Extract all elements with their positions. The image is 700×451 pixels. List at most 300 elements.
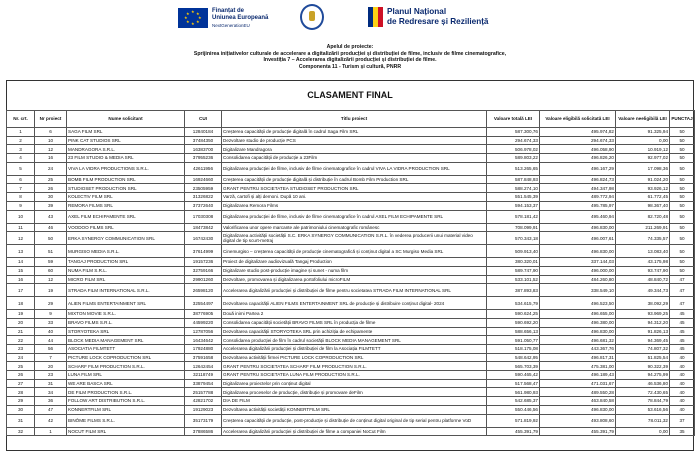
table-cell: 1 xyxy=(35,427,67,436)
eu-flag-icon: ★ ★ ★ ★ ★ ★ ★ ★ xyxy=(178,8,208,28)
table-cell: 50 xyxy=(670,162,695,175)
logo-bar xyxy=(0,4,700,32)
table-cell: 91.826,13 xyxy=(616,327,670,336)
table-cell: 517.568,47 xyxy=(487,379,540,388)
table-cell: 496.007,61 xyxy=(540,232,616,245)
table-row xyxy=(7,397,695,406)
government-emblem-icon xyxy=(300,4,324,30)
table-cell: 496.058,90 xyxy=(540,145,616,154)
table-cell: 495.785,97 xyxy=(540,201,616,210)
table-cell: 496.655,00 xyxy=(540,310,616,319)
table-cell: 16383700 xyxy=(185,145,222,154)
table-row xyxy=(7,427,695,436)
table-cell: 589.747,90 xyxy=(487,266,540,275)
table-cell: 4 xyxy=(7,154,35,163)
table-cell: PINK CAT STUDIOS SRL xyxy=(67,136,185,145)
table-cell: 11 xyxy=(7,223,35,232)
table-cell: 50 xyxy=(670,154,695,163)
table-cell: 32 xyxy=(7,427,35,436)
table-cell: 565.703,39 xyxy=(487,362,540,371)
table-cell: 50 xyxy=(670,175,695,184)
table-cell: 23 FILM STUDIO & MEDIA SRL xyxy=(67,154,185,163)
table-cell: 294.674,33 xyxy=(487,136,540,145)
call-description xyxy=(90,44,610,70)
table-header-row xyxy=(7,111,695,128)
table-cell: 16924660 xyxy=(185,175,222,184)
table-cell: 25157788 xyxy=(185,388,222,397)
table-cell: 10.919,12 xyxy=(616,145,670,154)
table-cell: 94.312,20 xyxy=(616,318,670,327)
table-cell: 0,00 xyxy=(616,427,670,436)
table-cell: 50 xyxy=(670,201,695,210)
table-cell: 708.099,91 xyxy=(487,223,540,232)
table-cell: STRADA FILM INTERNATIONAL S.R.L. xyxy=(67,284,185,297)
table-cell: FOLLOW ART DISTRIBUTION S.R.L. xyxy=(67,397,185,406)
table-cell: GRANT PENTRU SOCIETATEA SCHARF FILM PRODUCTION S.R.L. xyxy=(222,362,487,371)
table-cell: 471.031,67 xyxy=(540,379,616,388)
table-cell: 3 xyxy=(7,145,35,154)
table-cell: 26 xyxy=(7,371,35,380)
table-cell: 50 xyxy=(670,266,695,275)
table-cell: 35 xyxy=(670,427,695,436)
table-cell: 496.380,00 xyxy=(540,318,616,327)
table-cell: DE FILM PRODUCTION S.R.L. xyxy=(67,388,185,397)
table-cell: 591.050,77 xyxy=(487,336,540,345)
table-cell: 40 xyxy=(670,371,695,380)
table-row xyxy=(7,145,695,154)
table-cell: 23 xyxy=(7,345,35,354)
table-cell: 496.824,73 xyxy=(540,175,616,184)
table-cell: 30 xyxy=(7,405,35,414)
table-cell: 26598120 xyxy=(185,284,222,297)
column-header: Nume solicitant xyxy=(67,111,185,128)
table-cell: 8 xyxy=(7,193,35,202)
table-cell: 32554497 xyxy=(185,297,222,310)
table-cell: Varză, cartofi și alți demoni. După 10 ani. xyxy=(222,193,487,202)
table-cell: ALIEN FILMS ENTERTAINMENT SRL xyxy=(67,297,185,310)
table-cell: 463.840,58 xyxy=(540,397,616,406)
column-header: Valoare neeligibilă LEI xyxy=(616,111,670,128)
table-cell: 91.325,94 xyxy=(616,128,670,137)
table-cell: 37372640 xyxy=(185,201,222,210)
table-cell: VIVA LA VIDRA PRODUCTIONS S.R.L. xyxy=(67,162,185,175)
table-cell: GRANT PENTRU SOCIETATEA LUNA FILM PRODUCTION S.R.L. xyxy=(222,371,487,380)
table-cell: Consolidarea capacității societății BRAVO FILMS SRL în producția de filme xyxy=(222,318,487,327)
table-cell: 387.893,83 xyxy=(487,284,540,297)
table-cell: Digitalizarea activității societății S.C. ERKA SYNERGY COMMUNICATION S.R.L. în vederea producerii unui material video digital de tip scurt-metraj xyxy=(222,232,487,245)
table-cell: 38.092,29 xyxy=(616,297,670,310)
table-row xyxy=(7,353,695,362)
table-row xyxy=(7,275,695,284)
table-cell: 50 xyxy=(670,245,695,258)
table-cell: 589.803,22 xyxy=(487,154,540,163)
table-cell: 82.720,48 xyxy=(616,210,670,223)
table-cell: 0,00 xyxy=(616,136,670,145)
table-row xyxy=(7,128,695,137)
table-cell: 21 xyxy=(7,327,35,336)
table-cell: 45 xyxy=(670,318,695,327)
column-header: Valoare totală LEI xyxy=(487,111,540,128)
table-cell: MANDRAGORA S.R.L. xyxy=(67,145,185,154)
table-cell: BINÔME FILMS S.R.L. xyxy=(67,414,185,427)
table-cell: 7 xyxy=(35,353,67,362)
table-row xyxy=(7,284,695,297)
table-cell: 40 xyxy=(35,327,67,336)
table-cell: 19 xyxy=(35,284,67,297)
table-cell: 496.817,31 xyxy=(540,353,616,362)
table-cell: Dezvoltare studio de producție PCS xyxy=(222,136,487,145)
table-cell: 590.624,25 xyxy=(487,310,540,319)
table-cell: 19129023 xyxy=(185,405,222,414)
table-cell: 50 xyxy=(670,136,695,145)
table-cell: 60 xyxy=(35,266,67,275)
table-cell: Accelerarea digitalizării producției și distribuției de film la Asociația FILMTETT xyxy=(222,345,487,354)
table-cell: 10 xyxy=(35,136,67,145)
intro-line: Componenta 11 - Turism și cultură, PNRR xyxy=(298,63,402,70)
table-row xyxy=(7,210,695,223)
table-cell: Digitalizarea producției de filme, inclusiv de filme cinematografice în cadrul AXEL FILM ECHIPAMENTE SRL xyxy=(222,210,487,223)
table-cell: 37614999 xyxy=(185,245,222,258)
table-cell: 33879454 xyxy=(185,379,222,388)
table-cell: 23505959 xyxy=(185,184,222,193)
table-row xyxy=(7,414,695,427)
page-title: CLASAMENT FINAL xyxy=(307,90,393,100)
column-header: PUNCTAJ xyxy=(670,111,695,128)
table-cell: 12787056 xyxy=(185,327,222,336)
column-header: CUI xyxy=(185,111,222,128)
table-cell: 29 xyxy=(7,397,35,406)
table-cell: Cinemurgiso – creșterea capacității de producție cinematografică și conținut digital a SC Murgiso Media SRL xyxy=(222,245,487,258)
table-cell: 496.830,00 xyxy=(540,327,616,336)
table-cell: 44 xyxy=(35,336,67,345)
table-cell: 40 xyxy=(670,397,695,406)
table-cell: VOODOO FILMS SRL xyxy=(67,223,185,232)
table-row xyxy=(7,201,695,210)
table-cell: 39 xyxy=(35,201,67,210)
table-cell: 35173179 xyxy=(185,414,222,427)
table-cell: 23 xyxy=(35,371,67,380)
table-cell: Două inimi Partea 2 xyxy=(222,310,487,319)
table-cell: BOMB FILM PRODUCTION SRL xyxy=(67,175,185,184)
table-row xyxy=(7,193,695,202)
table-cell: 20 xyxy=(35,362,67,371)
table-row xyxy=(7,327,695,336)
table-cell: 31 xyxy=(35,379,67,388)
table-cell: ASOCIATIA FILMTETT xyxy=(67,345,185,354)
table-cell: 59 xyxy=(35,258,67,267)
table-cell: 455.391,79 xyxy=(540,427,616,436)
table-row xyxy=(7,388,695,397)
column-header: Valoare eligibilă solicitată LEI xyxy=(540,111,616,128)
table-cell: 551.545,39 xyxy=(487,193,540,202)
table-cell: 42611956 xyxy=(185,162,222,175)
table-cell: 12 xyxy=(35,145,67,154)
table-cell: 90.322,39 xyxy=(616,362,670,371)
table-cell: 45 xyxy=(670,310,695,319)
table-cell: 36 xyxy=(35,397,67,406)
table-cell: Digitalizarea Remora Films xyxy=(222,201,487,210)
table-cell: 496.681,32 xyxy=(540,336,616,345)
table-cell: 19157236 xyxy=(185,258,222,267)
table-cell: MURGISO MEDIA S.R.L. xyxy=(67,245,185,258)
table-cell: 20 xyxy=(7,318,35,327)
table-cell: 495.974,82 xyxy=(540,128,616,137)
table-cell: 587.848,93 xyxy=(487,175,540,184)
table-cell: 37955236 xyxy=(185,154,222,163)
table-row xyxy=(7,258,695,267)
table-cell: 588.656,13 xyxy=(487,327,540,336)
table-cell: 94.275,99 xyxy=(616,371,670,380)
table-row xyxy=(7,232,695,245)
table-cell: Digitalizarea proceselor de producție, distribuție și promovare deFilm xyxy=(222,388,487,397)
table-cell: 74.335,57 xyxy=(616,232,670,245)
table-cell: 45 xyxy=(670,327,695,336)
table-row xyxy=(7,162,695,175)
table-cell: 17.098,36 xyxy=(616,162,670,175)
table-cell: 548.642,95 xyxy=(487,353,540,362)
table-row xyxy=(7,310,695,319)
table-cell: MIXTON MOVIE S.R.L. xyxy=(67,310,185,319)
table-cell: 5 xyxy=(7,162,35,175)
table-cell: 495.460,94 xyxy=(540,210,616,223)
table-cell: NOCUT FILM SRL xyxy=(67,427,185,436)
table-cell: 571.819,92 xyxy=(487,414,540,427)
table-cell: PICTURE LOCK COPRODUCTION SRL xyxy=(67,353,185,362)
table-cell: 9 xyxy=(35,310,67,319)
eu-text: Finanțat de Uniunea Europeană NextGenerationEU xyxy=(212,8,269,28)
table-row xyxy=(7,371,695,380)
table-cell: 13 xyxy=(7,245,35,258)
table-cell: 496.167,29 xyxy=(540,162,616,175)
table-cell: NUMA FILM S.R.L. xyxy=(67,266,185,275)
table-cell: 49.344,73 xyxy=(616,284,670,297)
table-cell: Dezvoltarea activității firmei PICTURE LOCK COPRODUCTION SRL xyxy=(222,353,487,362)
table-cell: 10 xyxy=(7,210,35,223)
table-cell: 51.825,54 xyxy=(616,353,670,362)
table-cell: 31 xyxy=(7,414,35,427)
table-cell: 18 xyxy=(7,297,35,310)
table-cell: 29 xyxy=(35,297,67,310)
table-cell: Dezvoltare, promovarea și digitalizarea portofoliului microFILM xyxy=(222,275,487,284)
romania-flag-icon xyxy=(368,7,383,27)
table-cell: 513.265,65 xyxy=(487,162,540,175)
table-cell: 24 xyxy=(7,353,35,362)
table-row xyxy=(7,184,695,193)
table-cell: 14 xyxy=(7,258,35,267)
table-cell: 443.367,76 xyxy=(540,345,616,354)
table-cell: 50 xyxy=(670,193,695,202)
table-cell: 17924880 xyxy=(185,345,222,354)
table-cell: 550.446,56 xyxy=(487,405,540,414)
table-row xyxy=(7,345,695,354)
table-cell: 534.615,79 xyxy=(487,297,540,310)
table-cell: 455.391,79 xyxy=(487,427,540,436)
table-cell: Dezvoltarea activității societății KONNERTFILM SRL xyxy=(222,405,487,414)
table-cell: Consolidarea producției de film în cadrul societății BLOCK MEDIA MANAGEMENT SRL xyxy=(222,336,487,345)
table-cell: Digitalizarea producției de filme, inclusiv de filme cinematografice în cadrul VIVA LA VIDRA PRODUCTION SRL xyxy=(222,162,487,175)
table-cell: 22 xyxy=(7,336,35,345)
table-cell: 72.430,65 xyxy=(616,388,670,397)
eu-funding-logo xyxy=(178,6,282,28)
table-row xyxy=(7,362,695,371)
table-row xyxy=(7,154,695,163)
table-cell: 91.024,20 xyxy=(616,175,670,184)
table-cell: 25 xyxy=(35,175,67,184)
table-cell: 45 xyxy=(670,336,695,345)
table-cell: 47 xyxy=(670,297,695,310)
table-cell: BRAVO FILMS S.R.L. xyxy=(67,318,185,327)
table-cell: 32118749 xyxy=(185,371,222,380)
table-cell: STUDIOSET PRODUCTION SRL xyxy=(67,184,185,193)
table-cell: 496.189,43 xyxy=(540,371,616,380)
table-cell: 380.320,01 xyxy=(487,258,540,267)
table-cell: 16 xyxy=(7,275,35,284)
table-cell: 12 xyxy=(35,275,67,284)
table-cell: 494.347,98 xyxy=(540,184,616,193)
table-cell: 48.840,72 xyxy=(616,275,670,284)
table-cell: 17 xyxy=(7,284,35,297)
table-cell: 484.260,80 xyxy=(540,275,616,284)
table-cell: 44599220 xyxy=(185,318,222,327)
table-cell: KOLECTIV FILM SRL xyxy=(67,193,185,202)
table-cell: 25 xyxy=(7,362,35,371)
table-cell: 475.381,00 xyxy=(540,362,616,371)
table-cell: 46 xyxy=(35,223,67,232)
table-row xyxy=(7,405,695,414)
table-cell: 496.826,20 xyxy=(540,154,616,163)
table-cell: 53.616,56 xyxy=(616,405,670,414)
table-cell: Creșterea capacității de producție digitală și distribuție în cadrul Bomb Film Production SRL xyxy=(222,175,487,184)
table-cell: 337.144,03 xyxy=(540,258,616,267)
table-cell: 561.980,93 xyxy=(487,388,540,397)
table-cell: 211.269,91 xyxy=(616,223,670,232)
table-cell: 30 xyxy=(35,193,67,202)
table-cell: 16 xyxy=(35,154,67,163)
table-cell: 33 xyxy=(35,318,67,327)
table-cell: SCHARF FILM PRODUCTION S.R.L. xyxy=(67,362,185,371)
pnrr-logo xyxy=(368,6,518,28)
table-row xyxy=(7,379,695,388)
table-cell: Consolidarea capacității de producție a 23Film xyxy=(222,154,487,163)
table-cell: 19 xyxy=(7,310,35,319)
table-cell: 590.692,20 xyxy=(487,318,540,327)
table-cell: LUNA FILM SRL xyxy=(67,371,185,380)
table-cell: 78.011,32 xyxy=(616,414,670,427)
table-cell: 509.913,40 xyxy=(487,245,540,258)
table-cell: 588.274,10 xyxy=(487,184,540,193)
table-row xyxy=(7,266,695,275)
table-cell: 12 xyxy=(7,232,35,245)
table-cell: Digitalizarea proiectelor prin conținut digital xyxy=(222,379,487,388)
table-cell: 92.977,02 xyxy=(616,154,670,163)
table-cell: 74.807,32 xyxy=(616,345,670,354)
table-cell: 18473842 xyxy=(185,223,222,232)
table-cell: Creșterea capacității de producție, post-producție și distribuție de conținut digital original de tip serial pentru platforme VoD xyxy=(222,414,487,427)
column-header: Nr proiect xyxy=(35,111,67,128)
table-cell: GRANT PENTRU SOCIETATEA STUDIOSET PRODUCTION SRL xyxy=(222,184,487,193)
table-cell: 6 xyxy=(35,128,67,137)
table-cell: BLOCK MEDIA MANAGEMENT SRL xyxy=(67,336,185,345)
column-header: Nr. crt. xyxy=(7,111,35,128)
table-cell: 496.830,00 xyxy=(540,405,616,414)
table-cell: WE ARE BASCA SRL xyxy=(67,379,185,388)
table-cell: 13.083,40 xyxy=(616,245,670,258)
table-cell: 489.772,94 xyxy=(540,193,616,202)
table-row xyxy=(7,297,695,310)
table-cell: 50 xyxy=(670,145,695,154)
table-cell: 50 xyxy=(670,128,695,137)
table-cell: 26 xyxy=(35,184,67,193)
table-cell: 506.978,02 xyxy=(487,145,540,154)
table-cell: 542.685,37 xyxy=(487,397,540,406)
table-cell: 338.549,10 xyxy=(540,284,616,297)
table-cell: 46.536,80 xyxy=(616,379,670,388)
table-cell: 587.300,76 xyxy=(487,128,540,137)
table-cell: 50 xyxy=(670,223,695,232)
table-cell: 93.926,12 xyxy=(616,184,670,193)
table-cell: 496.523,50 xyxy=(540,297,616,310)
table-cell: 40 xyxy=(670,379,695,388)
table-cell: 570.343,18 xyxy=(487,232,540,245)
table-cell: Dezvoltarea capacității STORYOTEKA SRL prin achiziția de echipamente xyxy=(222,327,487,336)
table-cell: 9 xyxy=(7,201,35,210)
table-row xyxy=(7,136,695,145)
table-cell: 50 xyxy=(670,258,695,267)
table-cell: 16742430 xyxy=(185,232,222,245)
table-cell: 50 xyxy=(670,210,695,223)
table-cell: 61.772,45 xyxy=(616,193,670,202)
pnrr-text: Planul Național de Redresare și Reziliență xyxy=(387,7,489,26)
table-cell: SAGA FILM SRL xyxy=(67,128,185,137)
table-cell: Accelerarea digitalizării producției și distribuției de filme pentru societatea STRADA FILM INTERNATIONAL SRL xyxy=(222,284,487,297)
table-cell: Digitalizare studio post-producție imagine și sunet - numa film xyxy=(222,266,487,275)
table-cell: 37484350 xyxy=(185,136,222,145)
table-row xyxy=(7,223,695,232)
table-cell: 24 xyxy=(35,162,67,175)
table-cell: 2 xyxy=(7,136,35,145)
table-cell: 40 xyxy=(670,362,695,371)
table-cell: 50 xyxy=(670,184,695,193)
table-cell: 94.369,45 xyxy=(616,336,670,345)
table-cell: 15 xyxy=(7,266,35,275)
table-cell: 93.747,90 xyxy=(616,266,670,275)
table-cell: 496.830,00 xyxy=(540,223,616,232)
ranking-table xyxy=(6,110,695,436)
table-cell: 47 xyxy=(35,405,67,414)
table-cell: 294.674,33 xyxy=(540,136,616,145)
intro-line: Apelul de proiecte: xyxy=(326,44,374,50)
table-cell: 45 xyxy=(670,345,695,354)
table-cell: 31326822 xyxy=(185,193,222,202)
table-cell: Accelerarea digitalizării producției și distribuției de filme a companiei NoCut Film xyxy=(222,427,487,436)
table-row xyxy=(7,318,695,327)
table-cell: 28 xyxy=(7,388,35,397)
table-cell: 1 xyxy=(7,128,35,137)
table-cell: 37 xyxy=(670,414,695,427)
table-cell: TANGAJ PRODUCTION SRL xyxy=(67,258,185,267)
table-cell: 93.969,25 xyxy=(616,310,670,319)
table-cell: Dezvoltarea capacității ALIEN FILMS ENTERTAINMENT SRL de producție și distribuire conținut digital- 2024 xyxy=(222,297,487,310)
table-cell: 27 xyxy=(7,379,35,388)
table-cell: 518.175,08 xyxy=(487,345,540,354)
table-cell: KONNERTFILM SRL xyxy=(67,405,185,414)
table-cell: 496.000,00 xyxy=(540,266,616,275)
table-row xyxy=(7,245,695,258)
intro-line: Investiția 7 – Accelerarea digitalizării producției și distribuției de filme. xyxy=(263,57,437,64)
table-cell: 578.181,42 xyxy=(487,210,540,223)
table-cell: 34 xyxy=(35,388,67,397)
table-cell: 42821702 xyxy=(185,397,222,406)
